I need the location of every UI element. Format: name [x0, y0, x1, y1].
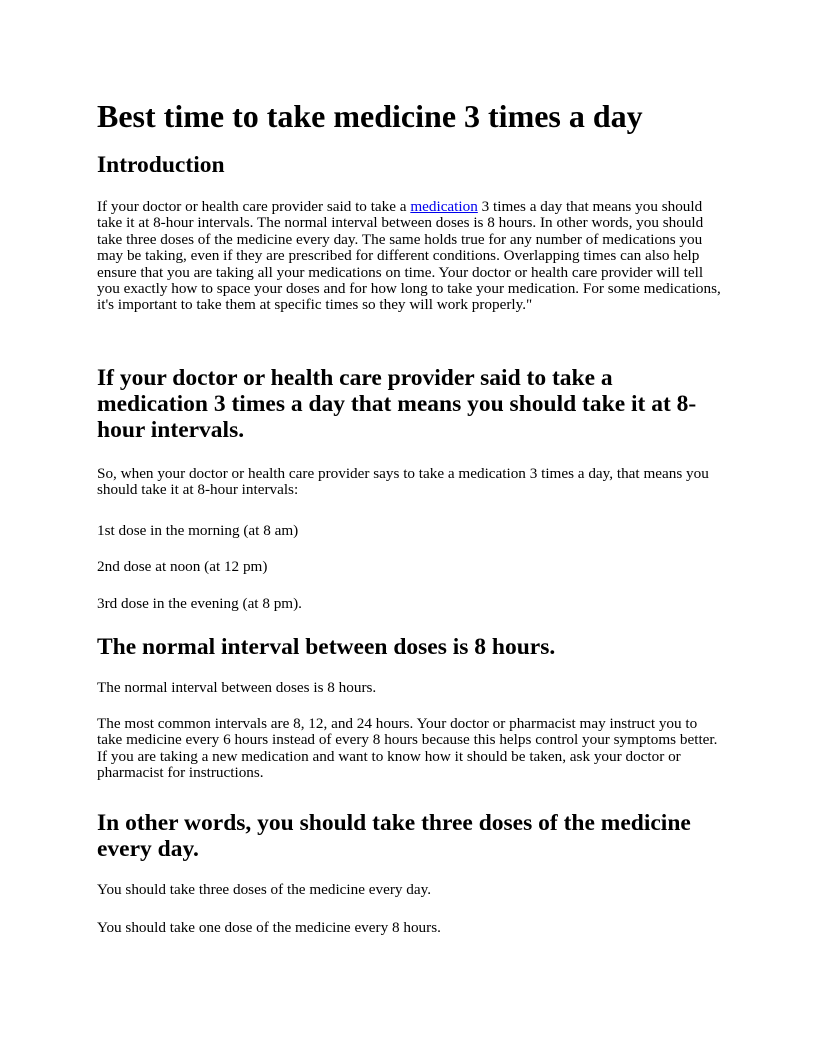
dose-1: 1st dose in the morning (at 8 am) [97, 522, 299, 539]
medication-link[interactable]: medication [410, 198, 478, 215]
section3-paragraph-2: You should take one dose of the medicine every 8 hours. [97, 919, 441, 936]
intro-text-start: If your doctor or health care provider said to take a [97, 198, 411, 215]
section1-paragraph: So, when your doctor or health care provider says to take a medication 3 times a day, that means you should take it at 8-hour intervals: [97, 465, 709, 499]
section2-heading: The normal interval between doses is 8 hours. [97, 634, 556, 660]
intro-paragraph [97, 199, 721, 314]
section2-paragraph-2: The most common intervals are 8, 12, and 24 hours. Your doctor or pharmacist may instruct you to take medicine every 6 hours instead of every 8 hours because this helps control your symptoms better. If you are taking a new medication and want to know how it should be taken, ask your doctor or pharmacist for instructions. [97, 715, 718, 782]
section3-heading: In other words, you should take three doses of the medicine every day. [97, 810, 691, 862]
dose-2: 2nd dose at noon (at 12 pm) [97, 558, 268, 575]
intro-heading: Introduction [97, 152, 225, 178]
section3-paragraph-1: You should take three doses of the medicine every day. [97, 881, 432, 898]
intro-text-rest: 3 times a day that means you should take it at 8-hour intervals. The normal interval between doses is 8 hours. In other words, you should take three doses of the medicine every day. The same holds true for any number of medications you may be taking, even if they are prescribed for different conditions. Overlapping times can also help ensure that you are taking all your medications on time. Your doctor or health care provider will tell you exactly how to space your doses and for how long to take your medication. For some medications, it's important to take them at specific times so they will work properly." [97, 198, 721, 314]
section2-paragraph-1: The normal interval between doses is 8 hours. [97, 679, 377, 696]
dose-3: 3rd dose in the evening (at 8 pm). [97, 595, 302, 612]
section1-heading: If your doctor or health care provider said to take a medication 3 times a day that means you should take it at 8-hour intervals. [97, 365, 697, 443]
page-title: Best time to take medicine 3 times a day [97, 98, 643, 134]
